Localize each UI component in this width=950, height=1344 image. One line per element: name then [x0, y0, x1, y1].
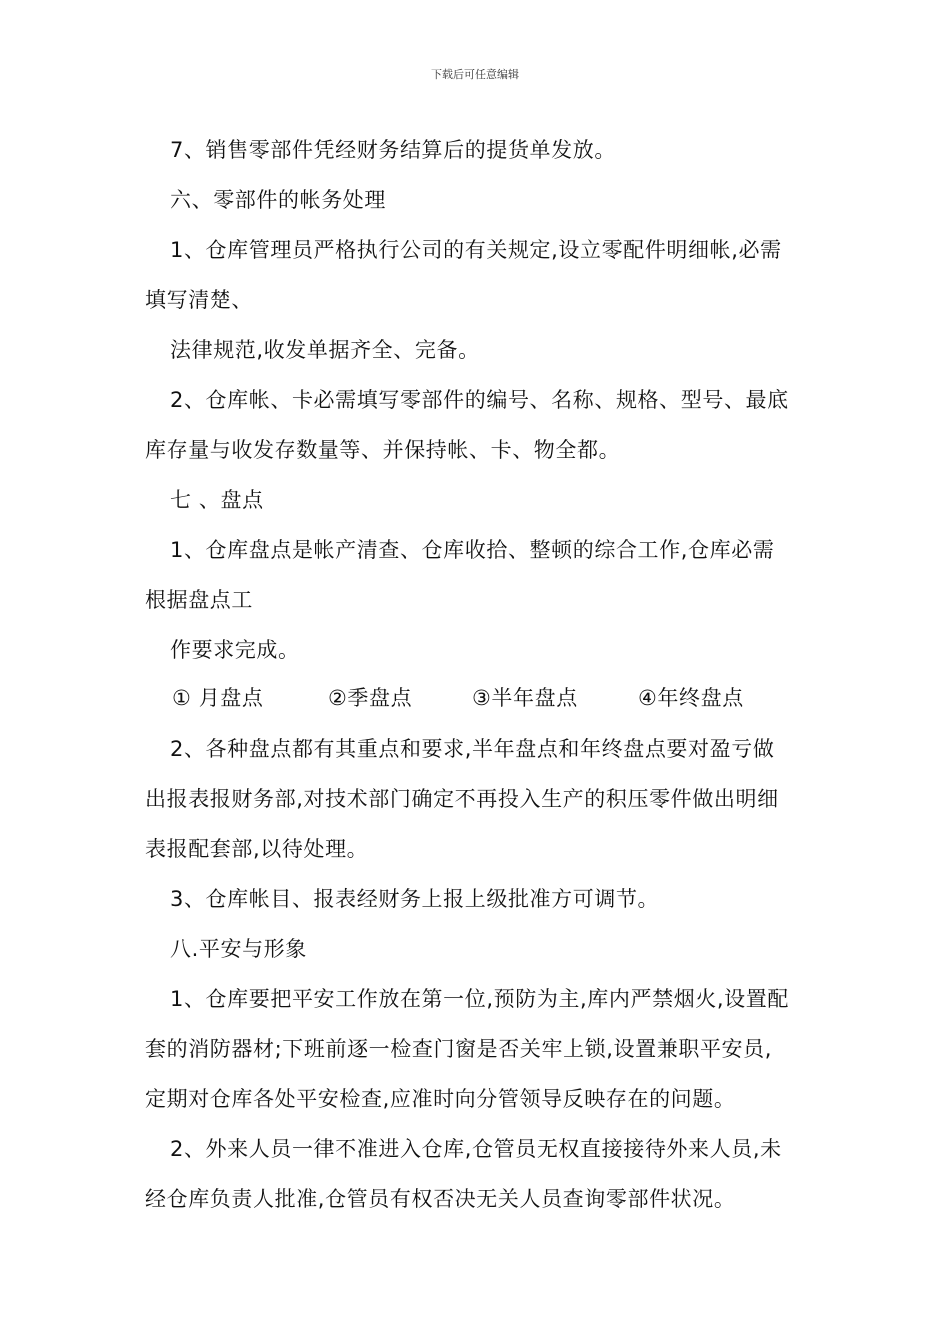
option-half-year: ③半年盘点	[472, 686, 578, 710]
option-monthly: ① 月盘点	[172, 686, 264, 710]
paragraph-line: 定期对仓库各处平安检查,应准时向分管领导反映存在的问题。	[145, 1087, 736, 1111]
paragraph-line: 3、仓库帐目、报表经财务上报上级批准方可调节。	[170, 887, 660, 911]
paragraph-line: 表报配套部,以待处理。	[145, 837, 369, 861]
paragraph-line: 1、仓库要把平安工作放在第一位,预防为主,库内严禁烟火,设置配	[170, 987, 789, 1011]
paragraph-line: 1、仓库盘点是帐产清查、仓库收拾、整顿的综合工作,仓库必需	[170, 538, 775, 562]
paragraph-line: 经仓库负责人批准,仓管员有权否决无关人员查询零部件状况。	[145, 1187, 736, 1211]
paragraph-line: 套的消防器材;下班前逐一检查门窗是否关牢上锁,设置兼职平安员,	[145, 1037, 773, 1061]
inventory-options-row	[0, 683, 950, 713]
option-quarterly: ②季盘点	[328, 686, 413, 710]
paragraph-line: 2、各种盘点都有其重点和要求,半年盘点和年终盘点要对盈亏做	[170, 737, 775, 761]
paragraph-line: 填写清楚、	[145, 288, 253, 312]
paragraph-line: 7、销售零部件凭经财务结算后的提货单发放。	[170, 138, 616, 162]
paragraph-line: 2、仓库帐、卡必需填写零部件的编号、名称、规格、型号、最底	[170, 388, 789, 412]
section-heading: 七 、盘点	[170, 488, 264, 512]
paragraph-line: 1、仓库管理员严格执行公司的有关规定,设立零配件明细帐,必需	[170, 238, 782, 262]
paragraph-line: 根据盘点工	[145, 588, 253, 612]
section-heading: 六、零部件的帐务处理	[170, 188, 386, 212]
paragraph-line: 法律规范,收发单据齐全、完备。	[170, 338, 480, 362]
paragraph-line: 作要求完成。	[170, 638, 300, 662]
paragraph-line: 库存量与收发存数量等、并保持帐、卡、物全都。	[145, 438, 621, 462]
section-heading: 八.平安与形象	[170, 937, 307, 961]
page-header-note: 下载后可任意编辑	[431, 68, 519, 81]
paragraph-line: 2、外来人员一律不准进入仓库,仓管员无权直接接待外来人员,未	[170, 1137, 782, 1161]
option-year-end: ④年终盘点	[638, 686, 744, 710]
paragraph-line: 出报表报财务部,对技术部门确定不再投入生产的积压零件做出明细	[145, 787, 779, 811]
